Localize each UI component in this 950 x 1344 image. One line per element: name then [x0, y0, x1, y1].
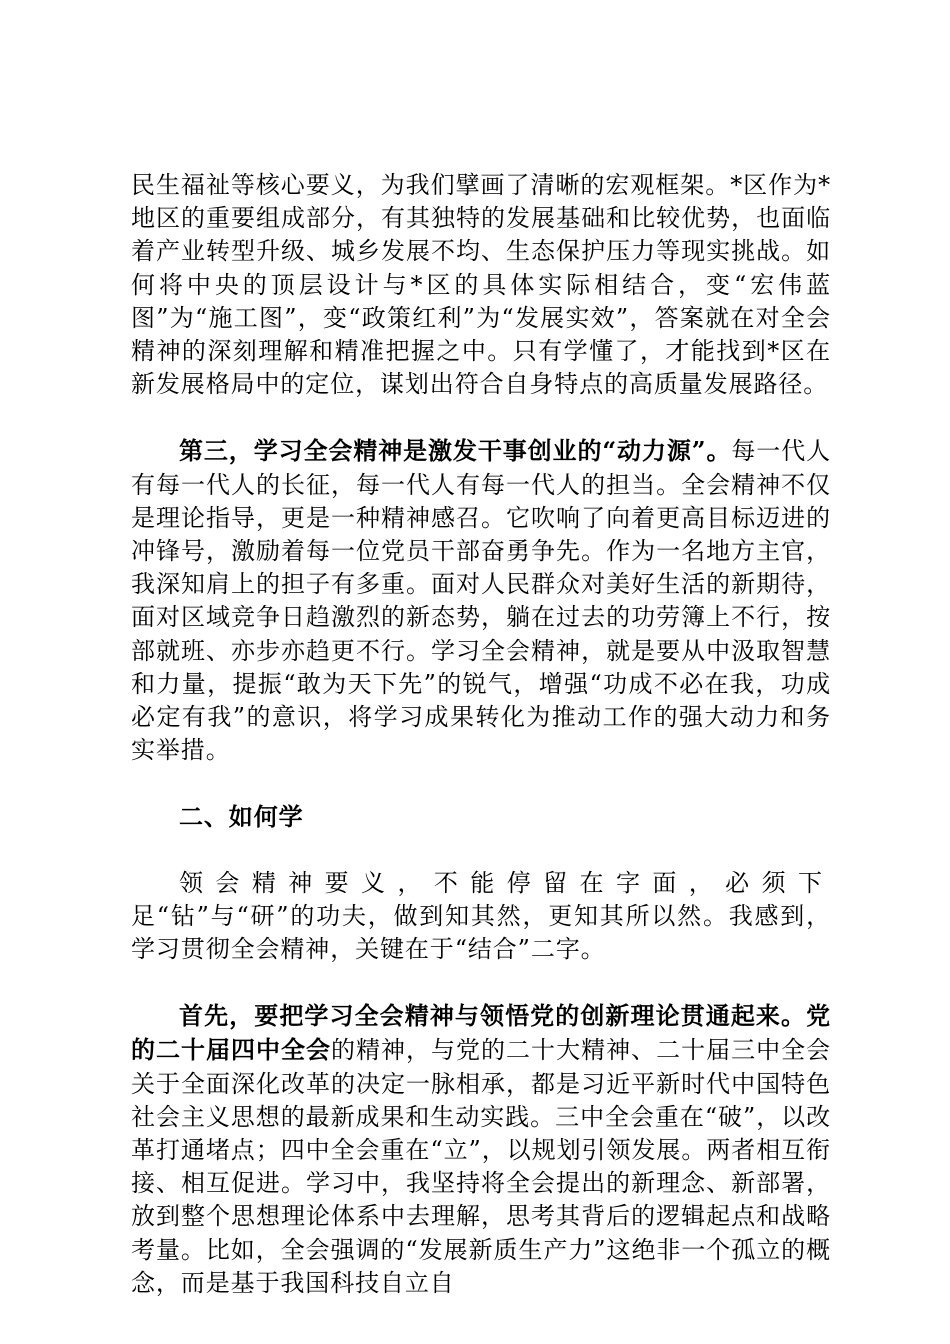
paragraph-understanding-first-line: 领会精神要义，不能停留在字面，必须下 — [179, 868, 831, 897]
paragraph-framework-text: 民生福祉等核心要义，为我们擘画了清晰的宏观框架。*区作为*地区的重要组成部分，有其独特的发展基础和比较优势，也面临着产业转型升级、城乡发展不均、生态保护压力等现实挑战。如何将中央的顶层设计与*区的具体实际相结合，变“宏伟蓝图”为“施工图”，变“政策红利”为“发展实效”，答案就在对全会精神的深刻理解和精准把握之中。只有学懂了，才能找到*区在新发展格局中的定位，谋划出符合自身特点的高质量发展路径。 — [131, 171, 831, 399]
paragraph-understanding-text: 足“钻”与“研”的功夫，做到知其然，更知其所以然。我感到，学习贯彻全会精神，关键在于“结合”二字。 — [131, 901, 831, 964]
paragraph-spacer — [131, 966, 831, 999]
paragraph-third-point-lead: 第三，学习全会精神是激发干事创业的“动力源”。 — [179, 436, 732, 466]
paragraph-spacer — [131, 767, 831, 800]
paragraph-understanding — [131, 867, 831, 967]
paragraph-third-point — [131, 434, 831, 767]
paragraph-framework — [131, 169, 831, 401]
section-heading-how-to-learn: 二、如何学 — [179, 802, 304, 832]
document-page — [131, 169, 831, 1300]
paragraph-first-point — [131, 999, 831, 1300]
paragraph-third-point-text: 每一代人有每一代人的长征，每一代人有每一代人的担当。全会精神不仅是理论指导，更是一种精神感召。它吹响了向着更高目标迈进的冲锋号，激励着每一位党员干部奋勇争先。作为一名地方主官，我深知肩上的担子有多重。面对人民群众对美好生活的新期待，面对区域竞争日趋激烈的新态势，躺在过去的功劳簿上不行，按部就班、亦步亦趋更不行。学习全会精神，就是要从中汲取智慧和力量，提振“敢为天下先”的锐气，增强“功成不必在我，功成必定有我”的意识，将学习成果转化为推动工作的强大动力和务实举措。 — [131, 437, 831, 765]
paragraph-spacer — [131, 401, 831, 434]
paragraph-spacer — [131, 834, 831, 867]
paragraph-first-point-lead: 首先，要把学习全会精神与领悟党的创新理论贯通起来。党的二十届四中全会 — [131, 1001, 831, 1065]
paragraph-first-point-text: 的精神，与党的二十大精神、二十届三中全会关于全面深化改革的决定一脉相承，都是习近平新时代中国特色社会主义思想的最新成果和生动实践。三中全会重在“破”，以改革打通堵点；四中全会重在“立”，以规划引领发展。两者相互衔接、相互促进。学习中，我坚持将全会提出的新理念、新部署，放到整个思想理论体系中去理解，思考其背后的逻辑起点和战略考量。比如，全会强调的“发展新质生产力”这绝非一个孤立的概念，而是基于我国科技自立自 — [131, 1036, 831, 1297]
